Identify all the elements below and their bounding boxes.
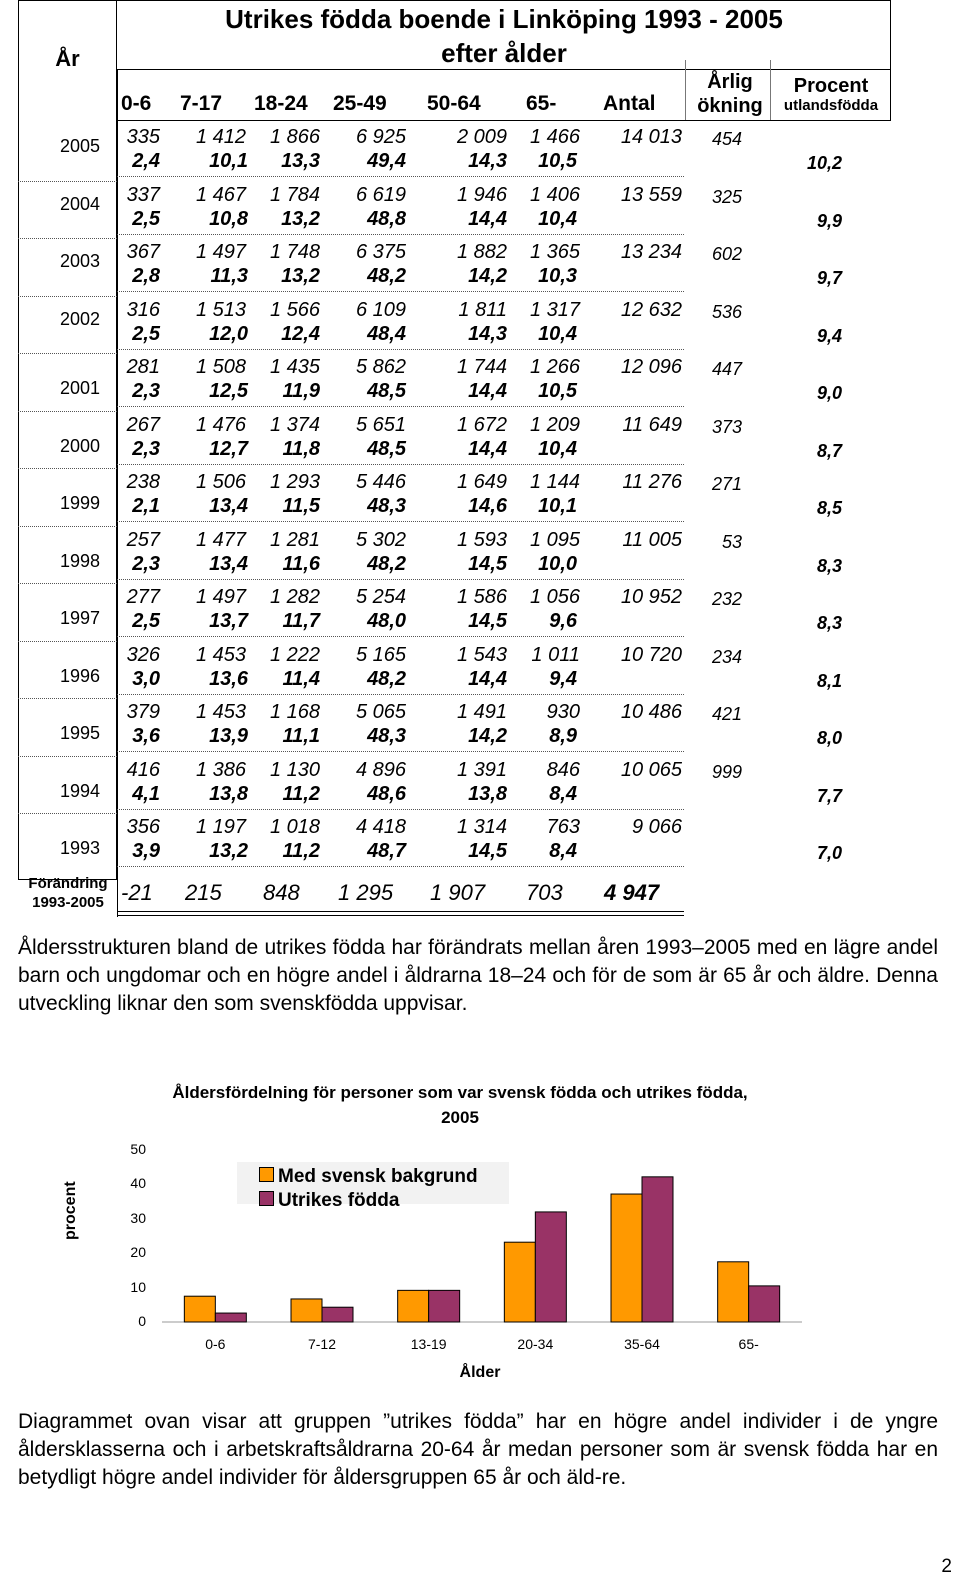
antal-cell: 9 066 — [631, 816, 682, 838]
count-cell: 1 453 — [195, 643, 246, 666]
x-category-label: 35-64 — [624, 1336, 660, 1352]
bar-utrikes-7-12 — [322, 1307, 353, 1322]
row-year: 1995 — [59, 723, 100, 743]
percent-cell: 4,1 — [132, 782, 160, 805]
count-cell: 1 946 — [456, 183, 507, 206]
count-cell: 335 — [126, 126, 160, 148]
count-cell: 1 497 — [195, 586, 246, 608]
percent-cell: 48,5 — [367, 380, 406, 402]
antal-cell: 10 720 — [620, 643, 682, 666]
okning-cell: 602 — [711, 244, 742, 264]
count-cell: 1 497 — [195, 241, 246, 263]
okning-cell: 325 — [711, 186, 742, 207]
percent-cell: 10,3 — [538, 265, 577, 287]
count-cell: 1 386 — [195, 758, 246, 781]
okning-cell: 234 — [711, 646, 742, 667]
row-year: 1994 — [59, 780, 100, 801]
percent-cell: 11,5 — [282, 495, 320, 517]
percent-cell: 48,5 — [367, 437, 406, 460]
count-cell: 5 302 — [355, 528, 406, 551]
percent-cell: 11,6 — [282, 552, 320, 575]
bar-utrikes-35-64 — [642, 1177, 673, 1322]
percent-cell: 11,9 — [282, 380, 320, 402]
count-cell: 5 651 — [355, 413, 406, 436]
percent-cell: 13,3 — [281, 150, 320, 172]
count-cell: 6 375 — [355, 241, 406, 263]
paragraph-age-structure: Åldersstrukturen bland de utrikes födda har förändrats mellan åren 1993–2005 med en lägre andel barn och ungdomar och en högre andel i åldrarna 18–24 och för de som är 65 år och äldre. Denna utveckling liknar den som svenskfödda uppvisar. — [18, 936, 938, 1015]
percent-cell: 2,5 — [132, 322, 160, 345]
count-cell: 416 — [126, 758, 160, 781]
okning-cell: 271 — [711, 474, 742, 494]
x-category-label: 7-12 — [307, 1336, 337, 1352]
x-category-label: 20-34 — [517, 1336, 554, 1352]
count-cell: 1 543 — [456, 643, 507, 666]
age-header-0-6: 0-6 — [121, 92, 152, 115]
utlandsfodda-cell: 8,0 — [816, 728, 842, 748]
percent-cell: 2,3 — [132, 437, 160, 460]
age-header-65plus: 65- — [526, 92, 557, 115]
chart-x-label: Ålder — [459, 1364, 501, 1381]
percent-cell: 8,4 — [549, 840, 577, 862]
antal-cell: 14 013 — [620, 126, 682, 148]
okning-cell: 536 — [711, 301, 742, 322]
utlandsfodda-cell: 8,5 — [816, 498, 842, 518]
paragraph-chart-description: Diagrammet ovan visar att gruppen ”utrikes födda” har en högre andel individer i de yngre åldersklasserna och i arbetskraftsåldrarna 20-64 år medan personer som är svensk födda har en betydligt högre andel individer för åldersgruppen 65 år och äld-re. — [18, 1410, 938, 1489]
bar-svensk-35-64 — [611, 1194, 642, 1322]
utlandsfodda-cell: 8,3 — [816, 555, 842, 576]
count-cell: 281 — [126, 356, 160, 378]
count-cell: 1 365 — [529, 241, 580, 263]
count-cell: 1 281 — [269, 528, 320, 551]
count-cell: 6 109 — [355, 298, 406, 321]
percent-cell: 14,4 — [468, 437, 507, 460]
percent-cell: 13,2 — [281, 265, 320, 287]
antal-cell: 11 276 — [622, 471, 682, 493]
percent-cell: 10,5 — [538, 150, 577, 172]
change-total: 4 947 — [604, 880, 660, 905]
bar-svensk-20-34 — [504, 1242, 535, 1322]
count-cell: 1 435 — [269, 356, 320, 378]
chart-title: Åldersfördelning för personer som var svensk födda och utrikes födda, 2005 — [172, 1083, 748, 1127]
utlandsfodda-cell: 10,2 — [806, 153, 842, 173]
legend-swatch-orange — [259, 1167, 274, 1182]
change-value-0-6: -21 — [121, 880, 153, 905]
count-cell: 379 — [126, 701, 160, 723]
count-cell: 356 — [126, 816, 160, 838]
count-cell: 1 513 — [195, 298, 246, 321]
count-cell: 4 418 — [355, 816, 406, 838]
change-value-18-24: 848 — [263, 880, 300, 905]
procent-header-line2: utlandsfödda — [783, 97, 879, 114]
count-cell: 930 — [546, 701, 580, 723]
x-category-label: 0-6 — [205, 1336, 226, 1352]
percent-cell: 10,5 — [538, 380, 577, 402]
percent-cell: 2,5 — [132, 610, 160, 632]
okning-cell: 454 — [711, 129, 742, 149]
percent-cell: 9,4 — [549, 667, 577, 690]
age-header-7-17: 7-17 — [180, 92, 223, 115]
percent-cell: 13,8 — [468, 782, 507, 805]
bar-utrikes-0-6 — [215, 1313, 246, 1322]
percent-cell: 12,4 — [281, 322, 320, 345]
count-cell: 5 254 — [355, 586, 406, 608]
bar-svensk-13-19 — [398, 1290, 429, 1322]
count-cell: 1 197 — [195, 816, 246, 838]
percent-cell: 2,5 — [132, 207, 160, 230]
antal-cell: 11 005 — [622, 528, 682, 551]
percent-cell: 2,1 — [132, 495, 160, 517]
count-cell: 1 506 — [195, 471, 246, 493]
count-cell: 1 391 — [456, 758, 507, 781]
okning-cell: 421 — [711, 704, 742, 724]
antal-cell: 11 649 — [622, 413, 682, 436]
age-header-25-49: 25-49 — [333, 92, 387, 115]
percent-cell: 48,3 — [367, 725, 406, 747]
percent-cell: 11,8 — [282, 437, 320, 460]
change-value-50-64: 1 907 — [430, 880, 486, 905]
row-year: 1999 — [59, 493, 100, 513]
row-year: 2001 — [59, 378, 100, 398]
count-cell: 1 811 — [458, 298, 507, 321]
percent-cell: 10,1 — [209, 150, 248, 172]
percent-cell: 10,4 — [538, 322, 577, 345]
year-header: År — [55, 46, 80, 71]
percent-cell: 14,2 — [468, 265, 507, 287]
count-cell: 1 056 — [529, 586, 580, 608]
age-header-18-24: 18-24 — [254, 92, 308, 115]
antal-header: Antal — [603, 92, 656, 115]
percent-cell: 8,4 — [549, 782, 577, 805]
antal-cell: 10 486 — [620, 701, 682, 723]
row-year: 2000 — [59, 435, 100, 456]
count-cell: 1 784 — [269, 183, 320, 206]
utlandsfodda-cell: 9,4 — [816, 325, 842, 346]
percent-cell: 48,7 — [367, 840, 406, 862]
percent-cell: 11,2 — [282, 840, 320, 862]
utlandsfodda-cell: 8,7 — [816, 440, 842, 461]
utlandsfodda-cell: 8,3 — [816, 613, 842, 633]
y-tick-label: 40 — [130, 1175, 146, 1192]
count-cell: 1 649 — [456, 471, 507, 493]
percent-cell: 13,9 — [209, 725, 248, 747]
bar-utrikes-65- — [749, 1286, 780, 1322]
count-cell: 1 748 — [269, 241, 320, 263]
chart-y-label: procent — [62, 1181, 79, 1240]
percent-cell: 14,3 — [468, 322, 507, 345]
count-cell: 1 744 — [456, 356, 507, 378]
percent-cell: 48,4 — [367, 322, 406, 345]
y-tick-label: 10 — [130, 1278, 146, 1295]
count-cell: 1 466 — [529, 126, 580, 148]
percent-cell: 10,0 — [538, 552, 577, 575]
percent-cell: 10,4 — [538, 437, 577, 460]
percent-cell: 2,4 — [132, 150, 160, 172]
bar-svensk-0-6 — [184, 1296, 215, 1322]
utlandsfodda-cell: 7,0 — [816, 843, 842, 863]
percent-cell: 14,2 — [468, 725, 507, 747]
count-cell: 6 619 — [355, 183, 406, 206]
antal-cell: 12 096 — [620, 356, 682, 378]
count-cell: 1 130 — [269, 758, 320, 781]
table-subtitle: efter ålder — [441, 38, 567, 68]
row-year: 1996 — [59, 665, 100, 686]
percent-cell: 2,3 — [132, 552, 160, 575]
x-category-label: 13-19 — [410, 1336, 447, 1352]
count-cell: 1 477 — [195, 528, 246, 551]
change-value-7-17: 215 — [185, 880, 222, 905]
percent-cell: 49,4 — [367, 150, 406, 172]
count-cell: 1 293 — [269, 471, 320, 493]
percent-cell: 11,1 — [282, 725, 320, 747]
change-value-25-49: 1 295 — [338, 880, 394, 905]
change-value-65plus: 703 — [526, 880, 563, 905]
y-tick-label: 20 — [130, 1244, 146, 1261]
count-cell: 367 — [126, 241, 160, 263]
percent-cell: 11,4 — [282, 667, 320, 690]
count-cell: 1 672 — [456, 413, 507, 436]
percent-cell: 13,2 — [281, 207, 320, 230]
percent-cell: 48,2 — [367, 552, 406, 575]
count-cell: 267 — [126, 413, 160, 436]
table-title: Utrikes födda boende i Linköping 1993 - 2005 — [225, 4, 783, 34]
count-cell: 1 266 — [529, 356, 580, 378]
percent-cell: 10,1 — [538, 495, 577, 517]
count-cell: 1 282 — [269, 586, 320, 608]
change-label-line2: 1993-2005 — [32, 894, 104, 911]
utlandsfodda-cell: 7,7 — [816, 785, 842, 806]
percent-cell: 13,7 — [209, 610, 248, 632]
okning-cell: 373 — [711, 416, 742, 437]
legend-label-svensk: Med svensk bakgrund — [278, 1166, 478, 1187]
percent-cell: 11,7 — [282, 610, 320, 632]
count-cell: 1 317 — [529, 298, 580, 321]
legend-label-utrikes: Utrikes födda — [278, 1190, 400, 1211]
percent-cell: 48,2 — [367, 265, 406, 287]
percent-cell: 3,6 — [132, 725, 160, 747]
count-cell: 1 453 — [195, 701, 246, 723]
okning-cell: 999 — [711, 761, 742, 782]
antal-cell: 13 234 — [620, 241, 682, 263]
percent-cell: 13,4 — [209, 495, 248, 517]
count-cell: 277 — [126, 586, 160, 608]
percent-cell: 13,6 — [209, 667, 248, 690]
percent-cell: 13,2 — [209, 840, 248, 862]
legend-swatch-purple — [259, 1191, 274, 1206]
count-cell: 326 — [126, 643, 160, 666]
count-cell: 6 925 — [355, 126, 406, 148]
count-cell: 1 011 — [531, 643, 580, 666]
row-year: 2003 — [59, 251, 100, 271]
percent-cell: 2,3 — [132, 380, 160, 402]
percent-cell: 9,6 — [549, 610, 577, 632]
percent-cell: 48,2 — [367, 667, 406, 690]
utlandsfodda-cell: 9,9 — [816, 210, 842, 231]
percent-cell: 14,6 — [468, 495, 507, 517]
change-label-line1: Förändring — [28, 875, 108, 892]
utlandsfodda-cell: 8,1 — [816, 670, 842, 691]
antal-cell: 12 632 — [620, 298, 682, 321]
bar-svensk-65- — [718, 1262, 749, 1322]
count-cell: 1 412 — [195, 126, 246, 148]
count-cell: 1 222 — [269, 643, 320, 666]
utlandsfodda-cell: 9,7 — [816, 268, 842, 288]
count-cell: 1 508 — [195, 356, 246, 378]
antal-cell: 10 952 — [620, 586, 682, 608]
percent-cell: 13,8 — [209, 782, 248, 805]
percent-cell: 48,0 — [367, 610, 406, 632]
percent-cell: 14,5 — [468, 840, 507, 862]
count-cell: 1 882 — [456, 241, 507, 263]
count-cell: 1 467 — [195, 183, 246, 206]
chart-legend — [237, 1162, 509, 1211]
percent-cell: 14,4 — [468, 380, 507, 402]
row-year: 2004 — [59, 193, 100, 214]
count-cell: 1 586 — [456, 586, 507, 608]
count-cell: 1 866 — [269, 126, 320, 148]
count-cell: 1 209 — [529, 413, 580, 436]
okning-cell: 53 — [721, 531, 742, 552]
count-cell: 763 — [546, 816, 580, 838]
percent-cell: 48,3 — [367, 495, 406, 517]
arlig-header-line1: Årlig — [707, 71, 753, 93]
percent-cell: 12,7 — [209, 437, 248, 460]
bar-utrikes-20-34 — [535, 1212, 566, 1322]
percent-cell: 14,4 — [468, 207, 507, 230]
count-cell: 257 — [126, 528, 160, 551]
okning-cell: 447 — [711, 359, 742, 379]
y-tick-label: 50 — [130, 1141, 146, 1157]
percent-cell: 12,0 — [209, 322, 248, 345]
bar-svensk-7-12 — [291, 1299, 322, 1322]
count-cell: 2 009 — [456, 126, 507, 148]
count-cell: 1 593 — [456, 528, 507, 551]
row-year: 2005 — [59, 136, 100, 156]
percent-cell: 14,4 — [468, 667, 507, 690]
count-cell: 1 018 — [269, 816, 320, 838]
percent-cell: 3,0 — [132, 667, 160, 690]
count-cell: 1 566 — [269, 298, 320, 321]
y-tick-label: 0 — [138, 1313, 146, 1329]
procent-header-line1: Procent — [793, 75, 869, 97]
legend-item-utrikes — [259, 1190, 399, 1212]
count-cell: 5 446 — [355, 471, 406, 493]
count-cell: 1 374 — [269, 413, 320, 436]
page-number: 2 — [941, 1556, 952, 1577]
count-cell: 1 476 — [195, 413, 246, 436]
count-cell: 316 — [126, 298, 160, 321]
percent-cell: 14,3 — [468, 150, 507, 172]
count-cell: 5 165 — [355, 643, 406, 666]
percent-cell: 2,8 — [132, 265, 160, 287]
count-cell: 846 — [546, 758, 580, 781]
row-year: 2002 — [59, 308, 100, 329]
row-year: 1993 — [59, 838, 100, 858]
percent-cell: 3,9 — [132, 840, 160, 862]
count-cell: 1 095 — [529, 528, 580, 551]
percent-cell: 8,9 — [549, 725, 577, 747]
percent-cell: 11,2 — [282, 782, 320, 805]
legend-item-svensk — [259, 1166, 478, 1188]
percent-cell: 12,5 — [209, 380, 248, 402]
bar-utrikes-13-19 — [429, 1290, 460, 1322]
row-year: 1998 — [59, 550, 100, 571]
percent-cell: 13,4 — [209, 552, 248, 575]
count-cell: 238 — [126, 471, 160, 493]
count-cell: 5 065 — [355, 701, 406, 723]
percent-cell: 14,5 — [468, 610, 507, 632]
x-category-label: 65- — [738, 1336, 759, 1352]
arlig-header-line2: ökning — [697, 95, 763, 117]
count-cell: 1 406 — [529, 183, 580, 206]
row-year: 1997 — [59, 608, 100, 628]
percent-cell: 11,3 — [210, 265, 248, 287]
percent-cell: 10,8 — [209, 207, 248, 230]
utlandsfodda-cell: 9,0 — [816, 383, 842, 403]
percent-cell: 48,6 — [367, 782, 406, 805]
antal-cell: 13 559 — [620, 183, 682, 206]
y-tick-label: 30 — [130, 1209, 146, 1226]
percent-cell: 14,5 — [468, 552, 507, 575]
antal-cell: 10 065 — [620, 758, 682, 781]
count-cell: 1 491 — [456, 701, 507, 723]
count-cell: 1 314 — [456, 816, 507, 838]
count-cell: 4 896 — [355, 758, 406, 781]
age-header-50-64: 50-64 — [427, 92, 481, 115]
okning-cell: 232 — [711, 589, 742, 609]
count-cell: 1 168 — [269, 701, 320, 723]
percent-cell: 48,8 — [367, 207, 406, 230]
count-cell: 1 144 — [529, 471, 580, 493]
count-cell: 5 862 — [355, 356, 406, 378]
percent-cell: 10,4 — [538, 207, 577, 230]
count-cell: 337 — [126, 183, 160, 206]
